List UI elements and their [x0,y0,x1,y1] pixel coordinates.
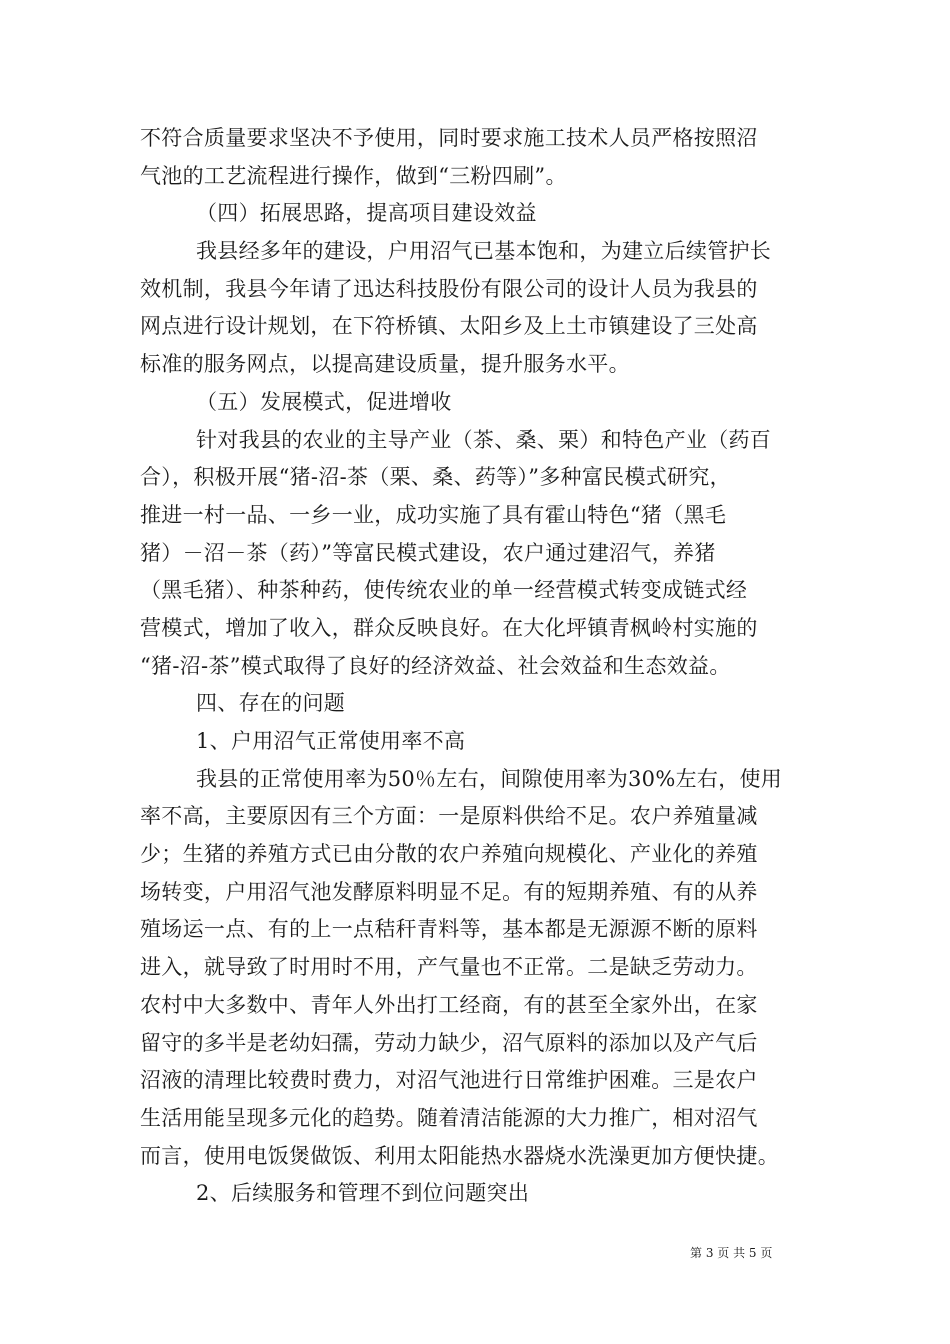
text-line: 2、后续服务和管理不到位问题突出 [196,1181,530,1206]
text-line: 网点进行设计规划，在下符桥镇、太阳乡及上土市镇建设了三处高 [140,314,758,339]
text-line: 针对我县的农业的主导产业（茶、桑、栗）和特色产业（药百 [196,427,772,452]
text-line: 我县经多年的建设，户用沼气已基本饱和，为建立后续管护长 [196,239,772,264]
text-line: 农村中大多数中、青年人外出打工经商，有的甚至全家外出，在家 [140,992,758,1017]
text-line: 生活用能呈现多元化的趋势。随着清洁能源的大力推广，相对沼气 [140,1105,758,1130]
text-line: 而言，使用电饭煲做饭、利用太阳能热水器烧水洗澡更加方便快捷。 [140,1143,779,1168]
text-line: 推进一村一品、一乡一业，成功实施了具有霍山特色“猪（黑毛 [140,502,727,527]
text-line: 沼液的清理比较费时费力，对沼气池进行日常维护困难。三是农户 [140,1068,758,1093]
text-line: 留守的多半是老幼妇孺，劳动力缺少，沼气原料的添加以及产气后 [140,1030,758,1055]
text-line: 气池的工艺流程进行操作，做到“三粉四刷”。 [140,163,567,188]
text-line: 四、存在的问题 [196,691,346,716]
text-line: （黑毛猪）、种茶种药，使传统农业的单一经营模式转变成链式经 [140,578,748,603]
text-line: 不符合质量要求坚决不予使用，同时要求施工技术人员严格按照沼 [140,126,758,150]
text-line: 我县的正常使用率为50％左右，间隙使用率为30%左右，使用 [196,766,783,791]
text-line: （五）发展模式，促进增收 [196,389,452,414]
text-line: 合），积极开展“猪-沼-茶（栗、桑、药等）”多种富民模式研究， [140,465,731,490]
text-line: 营模式，增加了收入，群众反映良好。在大化坪镇青枫岭村实施的 [140,615,758,640]
text-line: 进入，就导致了时用时不用，产气量也不正常。二是缺乏劳动力。 [140,955,758,980]
text-line: （四）拓展思路，提高项目建设效益 [196,201,537,226]
text-line: 标准的服务网点，以提高建设质量，提升服务水平。 [140,352,630,377]
text-line: 效机制，我县今年请了迅达科技股份有限公司的设计人员为我县的 [140,276,758,301]
text-line: 猪）－沼－茶（药）”等富民模式建设，农户通过建沼气，养猪 [140,540,716,565]
page-number: 第 3 页 共 5 页 [690,1246,773,1260]
document-body [140,120,812,1213]
text-line: 少；生猪的养殖方式已由分散的农户养殖向规模化、产业化的养殖 [140,842,758,867]
text-line: 率不高，主要原因有三个方面：一是原料供给不足。农户养殖量减 [140,804,758,829]
text-line: 场转变，户用沼气池发酵原料明显不足。有的短期养殖、有的从养 [140,879,758,904]
text-line: 殖场运一点、有的上一点秸秆青料等，基本都是无源源不断的原料 [140,917,758,942]
text-line: 1、户用沼气正常使用率不高 [196,729,466,753]
text-line: “猪-沼-茶”模式取得了良好的经济效益、社会效益和生态效益。 [140,653,731,678]
